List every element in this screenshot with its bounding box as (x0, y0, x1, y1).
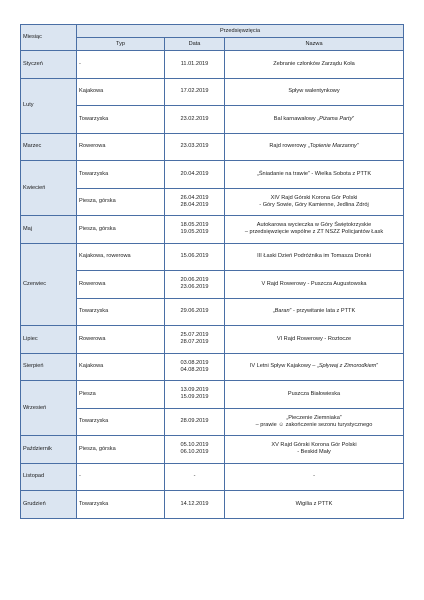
table-row (21, 188, 404, 216)
name-cell: IV Letni Spływ Kajakowy – „Spływaj z Zimorodkiem” (225, 353, 404, 381)
month-cell: Sierpień (21, 353, 77, 381)
header-type: Typ (77, 38, 165, 51)
month-cell: Marzec (21, 133, 77, 161)
name-cell: V Rajd Rowerowy - Puszcza Augustowska (225, 271, 404, 299)
type-cell: Kajakowa (77, 353, 165, 381)
table-row (21, 271, 404, 299)
type-cell: - (77, 463, 165, 491)
table-row (21, 161, 404, 189)
type-cell: Rowerowa (77, 133, 165, 161)
type-cell: Piesza, górska (77, 188, 165, 216)
name-cell: XV Rajd Górski Korona Gór Polski - Beskid Mały (225, 436, 404, 464)
month-cell: Grudzień (21, 491, 77, 519)
name-cell: III Łaski Dzień Podróżnika im Tomasza Dronki (225, 243, 404, 271)
month-cell: Czerwiec (21, 243, 77, 326)
type-cell: Piesza (77, 381, 165, 409)
header-events-group: Przedsięwzięcia (77, 25, 404, 38)
table-row (21, 381, 404, 409)
date-cell: 25.07.2019 28.07.2019 (165, 326, 225, 354)
type-cell: Rowerowa (77, 326, 165, 354)
month-cell: Maj (21, 216, 77, 244)
table-row (21, 491, 404, 519)
date-cell: 20.06.2019 23.06.2019 (165, 271, 225, 299)
month-cell: Kwiecień (21, 161, 77, 216)
date-cell: 18.05.2019 19.05.2019 (165, 216, 225, 244)
table-row (21, 326, 404, 354)
month-cell: Lipiec (21, 326, 77, 354)
table-row (21, 298, 404, 326)
table-row (21, 106, 404, 134)
header-date: Data (165, 38, 225, 51)
month-cell: Styczeń (21, 51, 77, 79)
type-cell: Kajakowa (77, 78, 165, 106)
type-cell: Towarzyska (77, 408, 165, 436)
type-cell: - (77, 51, 165, 79)
name-cell: Bal karnawałowy „Piżama Party” (225, 106, 404, 134)
header-month: Miesiąc (21, 25, 77, 51)
name-cell: Autokarowa wycieczka w Góry Świętokrzyskie – przedsięwzięcie wspólne z ZT NSZZ Policjantów Łask (225, 216, 404, 244)
name-cell: Zebranie członków Zarządu Koła (225, 51, 404, 79)
date-cell: 17.02.2019 (165, 78, 225, 106)
date-cell: 23.02.2019 (165, 106, 225, 134)
name-cell: VI Rajd Rowerowy - Roztocze (225, 326, 404, 354)
type-cell: Towarzyska (77, 161, 165, 189)
date-cell: 23.03.2019 (165, 133, 225, 161)
name-cell: Puszcza Białowieska (225, 381, 404, 409)
name-cell: Wigilia z PTTK (225, 491, 404, 519)
date-cell: 11.01.2019 (165, 51, 225, 79)
type-cell: Towarzyska (77, 106, 165, 134)
date-cell: 26.04.2019 28.04.2019 (165, 188, 225, 216)
table-row (21, 243, 404, 271)
table-row (21, 133, 404, 161)
table-row (21, 78, 404, 106)
type-cell: Rowerowa (77, 271, 165, 299)
type-cell: Kajakowa, rowerowa (77, 243, 165, 271)
table-row (21, 216, 404, 244)
month-cell: Listopad (21, 463, 77, 491)
date-cell: 03.08.2019 04.08.2019 (165, 353, 225, 381)
table-row (21, 51, 404, 79)
date-cell: 28.09.2019 (165, 408, 225, 436)
date-cell: 14.12.2019 (165, 491, 225, 519)
events-table (20, 24, 404, 519)
table-row (21, 463, 404, 491)
date-cell: 20.04.2019 (165, 161, 225, 189)
type-cell: Piesza, górska (77, 436, 165, 464)
name-cell: Spływ walentynkowy (225, 78, 404, 106)
date-cell: 05.10.2019 06.10.2019 (165, 436, 225, 464)
name-cell: „Pieczenie Ziemniaka” – prawie ☺ zakończenie sezonu turystycznego (225, 408, 404, 436)
month-cell: Luty (21, 78, 77, 133)
table-row (21, 353, 404, 381)
date-cell: - (165, 463, 225, 491)
date-cell: 15.06.2019 (165, 243, 225, 271)
name-cell: „Baran” - przywitanie lata z PTTK (225, 298, 404, 326)
date-cell: 29.06.2019 (165, 298, 225, 326)
type-cell: Piesza, górska (77, 216, 165, 244)
header-name: Nazwa (225, 38, 404, 51)
name-cell: „Śniadanie na trawie” - Wielka Sobota z PTTK (225, 161, 404, 189)
type-cell: Towarzyska (77, 491, 165, 519)
name-cell: XIV Rajd Górski Korona Gór Polski - Góry Sowie, Góry Kamienne, Jedlina Zdrój (225, 188, 404, 216)
table-row (21, 436, 404, 464)
month-cell: Październik (21, 436, 77, 464)
name-cell: Rajd rowerowy „Topienie Marzanny” (225, 133, 404, 161)
table-row (21, 408, 404, 436)
name-cell: - (225, 463, 404, 491)
date-cell: 13.09.2019 15.09.2019 (165, 381, 225, 409)
type-cell: Towarzyska (77, 298, 165, 326)
month-cell: Wrzesień (21, 381, 77, 436)
